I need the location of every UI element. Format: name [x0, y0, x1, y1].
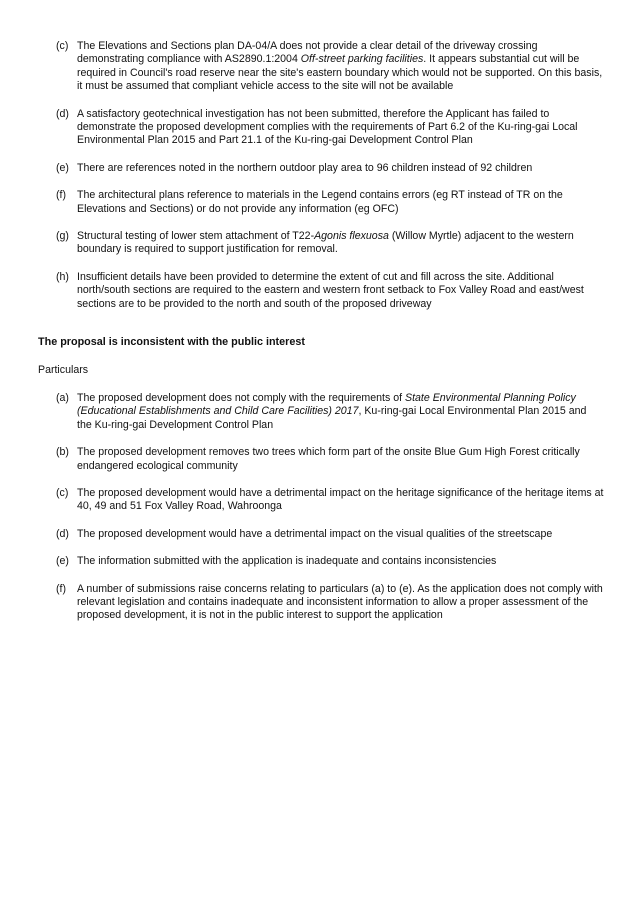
- text-segment: Structural testing of lower stem attachment of T22-: [77, 230, 315, 243]
- text-segment: The information submitted with the application is inadequate and contains inconsistencies: [77, 555, 497, 568]
- list-item: [56, 230, 604, 257]
- item-label: (f): [56, 582, 66, 595]
- list-item: [56, 487, 604, 514]
- item-label: (h): [56, 270, 69, 283]
- item-label: (c): [56, 40, 69, 52]
- item-text: [77, 40, 604, 94]
- item-text: [77, 583, 604, 623]
- italic-text: State Environmental Planning Policy (Educational Establishments and Child Care Facilities) 2017: [77, 392, 576, 418]
- item-text: [77, 162, 604, 175]
- item-text: [77, 446, 604, 473]
- reasons-list: [56, 40, 604, 311]
- list-item: [56, 108, 604, 148]
- item-label: (c): [56, 487, 69, 500]
- text-segment: The architectural plans reference to materials in the Legend contains errors (eg RT instead of TR on the Elevations and Sections) or do not provide any information (eg OFC): [77, 189, 563, 215]
- list-item: [56, 555, 604, 568]
- text-segment: The proposed development would have a detrimental impact on the visual qualities of the streetscape: [77, 527, 553, 540]
- italic-text: Off-street parking facilities: [300, 53, 424, 66]
- item-text: [77, 271, 604, 311]
- item-text: [77, 230, 604, 257]
- list-item: [56, 271, 604, 311]
- text-segment: . It appears substantial cut will be required in Council's road reserve near the site's eastern boundary which would not be supported. On this basis, it must be assumed that compliant vehicle access to the site will not be available: [77, 53, 603, 93]
- text-segment: The proposed development removes two trees which form part of the onsite Blue Gum High Forest critically endangered ecological community: [77, 446, 580, 472]
- text-segment: The proposed development would have a detrimental impact on the heritage significance of the heritage items at 40, 49 and 51 Fox Valley Road, Wahroonga: [77, 487, 604, 513]
- item-label: (e): [56, 161, 69, 174]
- item-text: [77, 108, 604, 148]
- item-text: [77, 189, 604, 216]
- item-label: (d): [56, 107, 69, 120]
- text-segment: (Willow Myrtle) adjacent to the western boundary is required to support justification for removal.: [77, 230, 574, 256]
- item-label: (a): [56, 392, 69, 404]
- item-text: [77, 392, 604, 432]
- item-label: (b): [56, 446, 69, 459]
- text-segment: The proposed development does not comply with the requirements of: [77, 392, 406, 404]
- list-item: [56, 40, 604, 94]
- list-item: [56, 162, 604, 175]
- text-segment: A number of submissions raise concerns relating to particulars (a) to (e). As the application does not comply with relevant legislation and contains inadequate and inconsistent information to allow a proper assessment of the proposed development, it is not in the public interest to support the application: [77, 582, 603, 622]
- item-label: (d): [56, 527, 69, 540]
- text-segment: A satisfactory geotechnical investigation has not been submitted, therefore the Applicant has failed to demonstrate the proposed development complies with the requirements of Part 6.2 of the Ku-ring-gai Local Environmental Plan 2015 and Part 21.1 of the Ku-ring-gai Development Control Plan: [77, 107, 578, 147]
- section-heading: The proposal is inconsistent with the public interest: [38, 336, 305, 348]
- particulars-list: [56, 392, 604, 623]
- list-item: [56, 528, 604, 541]
- list-item: [56, 392, 604, 432]
- italic-text: Agonis flexuosa: [314, 230, 389, 243]
- text-segment: There are references noted in the northern outdoor play area to 96 children instead of 92 children: [77, 161, 533, 174]
- list-item: [56, 583, 604, 623]
- particulars-label: Particulars: [38, 364, 89, 376]
- text-segment: , Ku-ring-gai Local Environmental Plan 2015 and the Ku-ring-gai Development Control Plan: [77, 405, 587, 431]
- list-item: [56, 189, 604, 216]
- text-segment: The Elevations and Sections plan DA-04/A does not provide a clear detail of the driveway crossing demonstrating compliance with AS2890.1:2004: [77, 40, 538, 66]
- item-label: (f): [56, 189, 66, 202]
- item-label: (g): [56, 230, 69, 243]
- text-segment: Insufficient details have been provided to determine the extent of cut and fill across the site. Additional north/south sections are required to the eastern and western front setback to Fox Valley Road and east/west sections are to be provided to the north and south of the proposed driveway: [77, 270, 584, 310]
- list-item: [56, 446, 604, 473]
- item-text: [77, 528, 604, 541]
- item-label: (e): [56, 555, 69, 568]
- item-text: [77, 487, 604, 514]
- item-text: [77, 555, 604, 568]
